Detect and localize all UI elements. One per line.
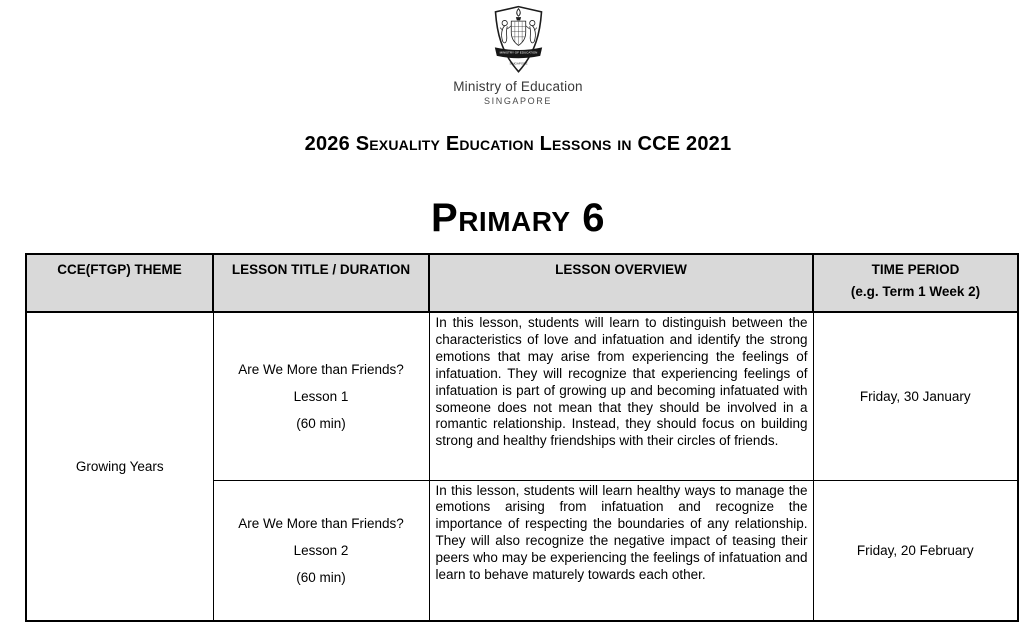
lesson-number: Lesson 1	[293, 388, 349, 404]
ministry-country: SINGAPORE	[484, 96, 552, 106]
time-period-cell: Friday, 20 February	[813, 480, 1018, 621]
table-row	[26, 312, 1018, 480]
document-title: 2026 Sexuality Education Lessons in CCE 2021	[304, 133, 732, 155]
page-title: Primary 6	[431, 196, 605, 240]
lesson-overview-cell: In this lesson, students will learn healthy ways to manage the emotions arising from infatuation and recognize the importance of respecting the boundaries of any relationship. They will also recognize the negative impact of teasing their peers who may be experiencing the feelings of infatuation and learn to behave maturely towards each other.	[429, 480, 813, 621]
lesson-title: Are We More than Friends?	[238, 361, 404, 377]
lesson-duration: (60 min)	[296, 415, 346, 431]
col-header-theme	[26, 254, 213, 312]
crest-banner-text: MINISTRY OF EDUCATION	[499, 50, 537, 55]
col-header-time-period-sublabel: (e.g. Term 1 Week 2)	[850, 284, 981, 299]
col-header-time-period-label: TIME PERIOD	[871, 262, 960, 277]
time-period-cell: Friday, 30 January	[813, 312, 1018, 480]
lesson-duration: (60 min)	[296, 569, 346, 585]
col-header-time-period	[813, 254, 1018, 312]
col-header-overview-label: LESSON OVERVIEW	[555, 262, 687, 277]
crest-banner-sub-text: SINGAPORE	[509, 61, 527, 66]
table-header	[26, 254, 1018, 312]
lesson-number: Lesson 2	[293, 542, 349, 558]
ministry-name: Ministry of Education	[453, 79, 583, 94]
col-header-title-duration-label: LESSON TITLE / DURATION	[231, 262, 411, 277]
lesson-title-cell	[213, 312, 429, 480]
theme-cell: Growing Years	[26, 312, 213, 621]
lesson-overview-cell: In this lesson, students will learn to distinguish between the characteristics of love and infatuation and identify the strong emotions that may arise from experiencing the feelings of infatuation. They will recognize that experiencing feelings of infatuation is part of growing up and becoming infatuated with someone does not mean that they should be involved in a romantic relationship. Instead, they should focus on building strong and healthy friendships with their circles of friends.	[429, 312, 813, 480]
col-header-title-duration	[213, 254, 429, 312]
lesson-title-cell	[213, 480, 429, 621]
moe-crest-icon	[485, 4, 552, 75]
header-row	[26, 254, 1018, 312]
masthead	[0, 0, 1036, 106]
lesson-title: Are We More than Friends?	[238, 515, 404, 531]
col-header-overview	[429, 254, 813, 312]
lessons-table	[25, 253, 1019, 622]
col-header-theme-label: CCE(FTGP) THEME	[57, 262, 182, 277]
